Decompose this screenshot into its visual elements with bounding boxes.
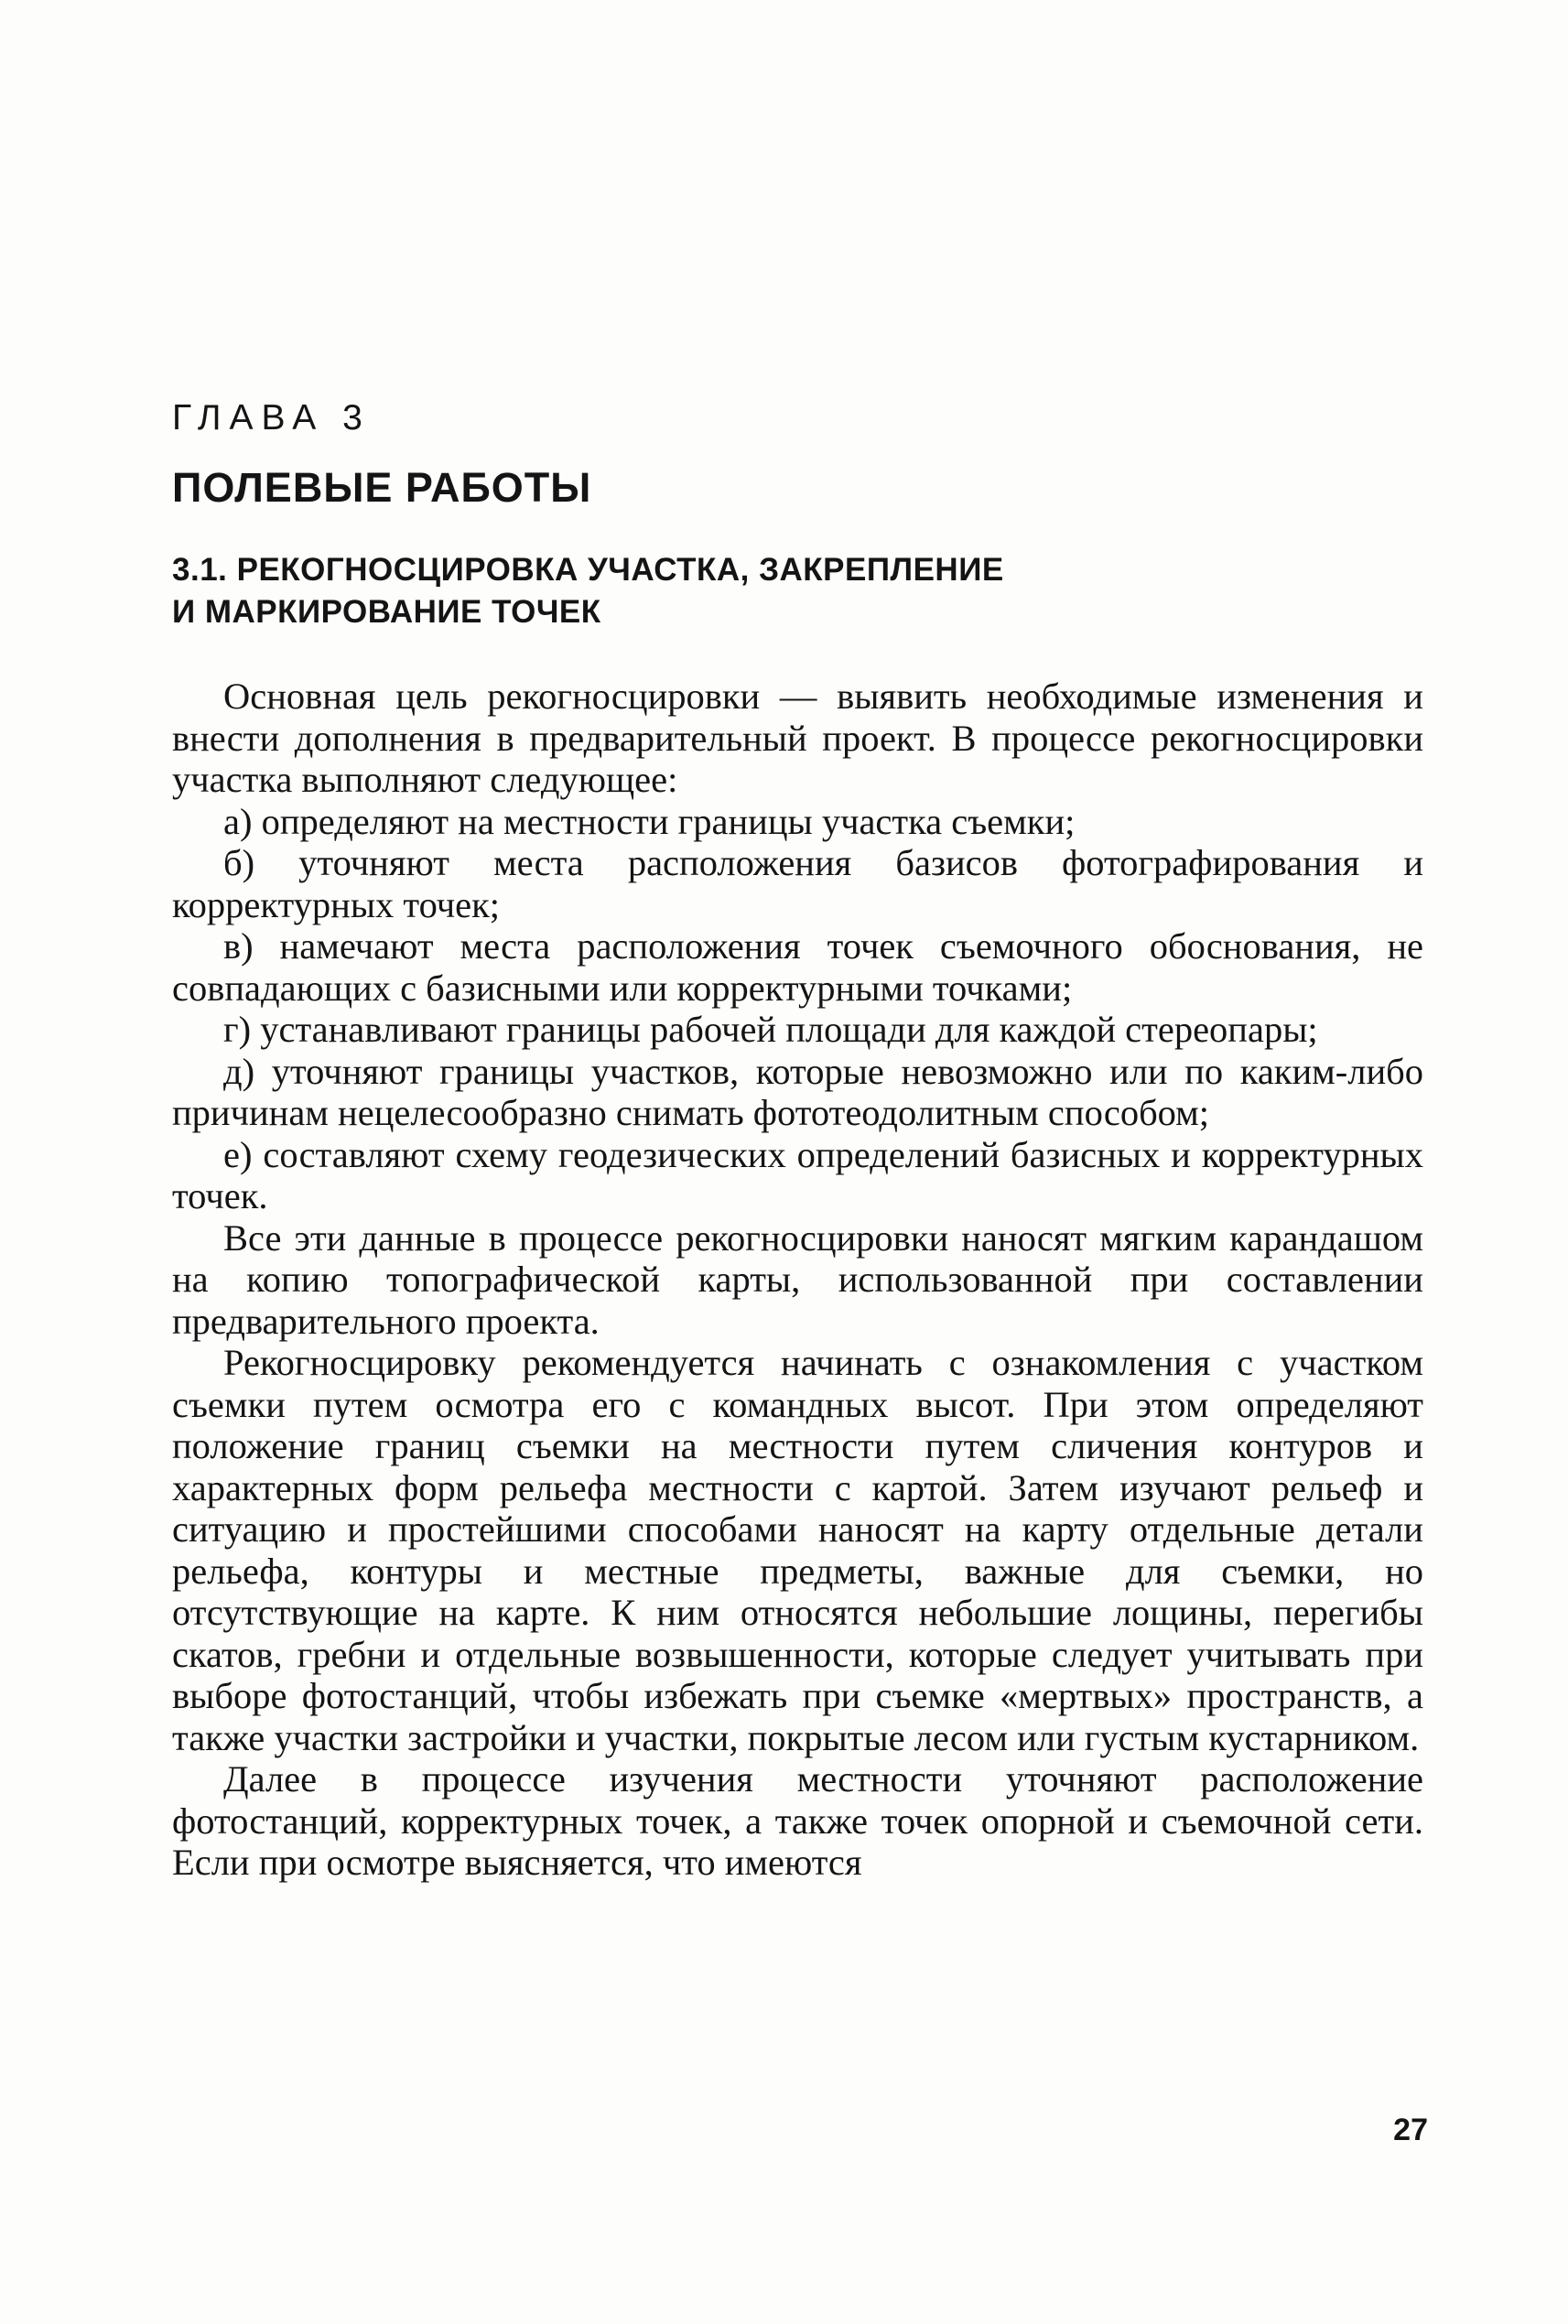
list-item-a: а) определяют на местности границы участка съемки; [223,800,1076,842]
section-heading-line-1: 3.1. РЕКОГНОСЦИРОВКА УЧАСТКА, ЗАКРЕПЛЕНИЕ [172,552,1004,588]
chapter-title: ПОЛЕВЫЕ РАБОТЫ [172,464,592,511]
paragraph-data-on-map: Все эти данные в процессе рекогносцировки наносят мягким карандашом на копию топографической карты, использованной при составлении предварительного проекта. [172,1216,1423,1342]
list-item-b: б) уточняют места расположения базисов фотографирования и корректурных точек; [172,842,1423,925]
list-item-e: е) составляют схему геодезических определений базисных и корректурных точек. [172,1133,1423,1216]
chapter-label: ГЛАВА 3 [172,398,371,438]
list-item-d: д) уточняют границы участков, которые невозможно или по каким-либо причинам нецелесообразно снимать фототеодолитным способом; [172,1050,1423,1133]
section-heading-line-2: И МАРКИРОВАНИЕ ТОЧЕК [172,594,601,630]
list-item-g: г) устанавливают границы рабочей площади для каждой стереопары; [223,1009,1318,1050]
paragraph-further-study: Далее в процессе изучения местности уточняют расположение фотостанций, корректурных точек, а также точек опорной и съемочной сети. Если при осмотре выясняется, что имеются [172,1758,1423,1883]
page-number: 27 [1393,2113,1428,2147]
paragraph-recon-procedure: Рекогносцировку рекомендуется начинать с ознакомления с участком съемки путем осмотра его с командных высот. При этом определяют положение границ съемки на местности путем сличения контуров и характерных форм рельефа местности с картой. Затем изучают рельеф и ситуацию и простейшими способами наносят на карту отдельные детали рельефа, контуры и местные предметы, важные для съемки, но отсутствующие на карте. К ним относятся небольшие лощины, перегибы скатов, гребни и отдельные возвышенности, которые следует учитывать при выборе фотостанций, чтобы избежать при съемке «мертвых» пространств, а также участки застройки и участки, покрытые лесом или густым кустарником. [172,1342,1423,1758]
list-item-v: в) намечают места расположения точек съемочного обоснования, не совпадающих с базисными или корректурными точками; [172,925,1423,1009]
section-heading [172,549,1454,633]
body-text [172,676,1423,1884]
paragraph-intro: Основная цель рекогносцировки — выявить необходимые изменения и внести дополнения в предварительный проект. В процессе рекогносцировки участка выполняют следующее: [172,676,1423,800]
